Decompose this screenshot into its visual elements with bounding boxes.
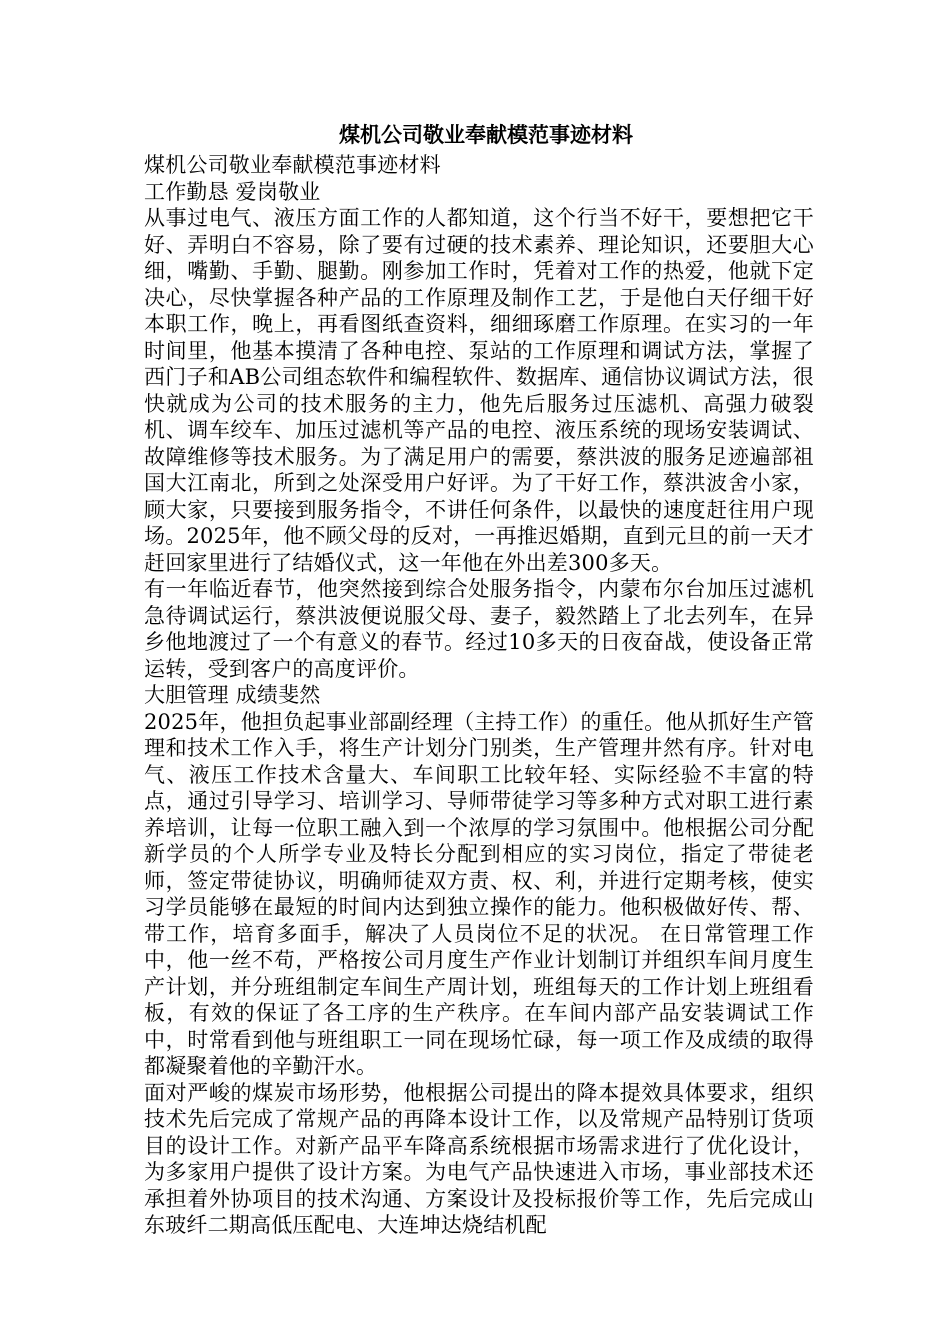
- section-heading-diligence: 工作勤恳 爱岗敬业: [144, 179, 321, 204]
- subtitle-line: 煤机公司敬业奉献模范事迹材料: [144, 153, 441, 177]
- paragraph-technical-work: 从事过电气、液压方面工作的人都知道，这个行当不好干，要想把它干好、弄明白不容易，除了要有过硬的技术素养、理论知识，还要胆大心细，嘴勤、手勤、腿勤。刚参加工作时，凭着对工作的热爱，他就下定决心，尽快掌握各种产品的工作原理及制作工艺，于是他白天仔细干好本职工作，晚上，再看图纸查资料，细细琢磨工作原理。在实习的一年时间里，他基本摸清了各种电控、泵站的工作原理和调试方法，掌握了西门子和AB公司组态软件和编程软件、数据库、通信协议调试方法，很快就成为公司的技术服务的主力，他先后服务过压滤机、高强力破裂机、调车绞车、加压过滤机等产品的电控、液压系统的现场安装调试、故障维修等技术服务。为了满足用户的需要，蔡洪波的服务足迹遍部祖国大江南北，所到之处深受用户好评。为了干好工作，蔡洪波舍小家，顾大家，只要接到服务指令，不讲任何条件，以最快的速度赶往用户现场。2025年，他不顾父母的反对，一再推迟婚期，直到元旦的前一天才赶回家里进行了结婚仪式，这一年他在外出差300多天。: [144, 206, 814, 575]
- paragraph-spring-festival: 有一年临近春节，他突然接到综合处服务指令，内蒙布尔台加压过滤机急待调试运行，蔡洪波便说服父母、妻子，毅然踏上了北去列车，在异乡他地渡过了一个有意义的春节。经过10多天的日夜奋战，使设备正常运转，受到客户的高度评价。: [144, 577, 814, 681]
- document-title: 煤机公司敬业奉献模范事迹材料: [339, 123, 633, 147]
- paragraph-management: 2025年，他担负起事业部副经理（主持工作）的重任。他从抓好生产管理和技术工作入手，将生产计划分门别类，生产管理井然有序。针对电气、液压工作技术含量大、车间职工比较年轻、实际经验不丰富的特点，通过引导学习、培训学习、导师带徒学习等多种方式对职工进行素养培训，让每一位职工融入到一个浓厚的学习氛围中。他根据公司分配新学员的个人所学专业及特长分配到相应的实习岗位，指定了带徒老师，签定带徒协议，明确师徒双方责、权、利，并进行定期考核，使实习学员能够在最短的时间内达到独立操作的能力。他积极做好传、帮、带工作，培育多面手，解决了人员岗位不足的状况。 在日常管理工作中，他一丝不苟，严格按公司月度生产作业计划制订并组织车间月度生产计划，并分班组制定车间生产周计划，班组每天的工作计划上班组看板，有效的保证了各工序的生产秩序。在车间内部产品安装调试工作中，时常看到他与班组职工一同在现场忙碌，每一项工作及成绩的取得都凝聚着他的辛勤汗水。: [144, 709, 814, 1078]
- paragraph-market: 面对严峻的煤炭市场形势，他根据公司提出的降本提效具体要求，组织技术先后完成了常规产品的再降本设计工作，以及常规产品特别订货项目的设计工作。对新产品平车降高系统根据市场需求进行了优化设计，为多家用户提供了设计方案。为电气产品快速进入市场，事业部技术还承担着外协项目的技术沟通、方案设计及投标报价等工作，先后完成山东玻纤二期高低压配电、大连坤达烧结机配: [144, 1080, 814, 1237]
- document-page: [144, 118, 814, 1239]
- section-heading-management: 大胆管理 成绩斐然: [144, 683, 321, 707]
